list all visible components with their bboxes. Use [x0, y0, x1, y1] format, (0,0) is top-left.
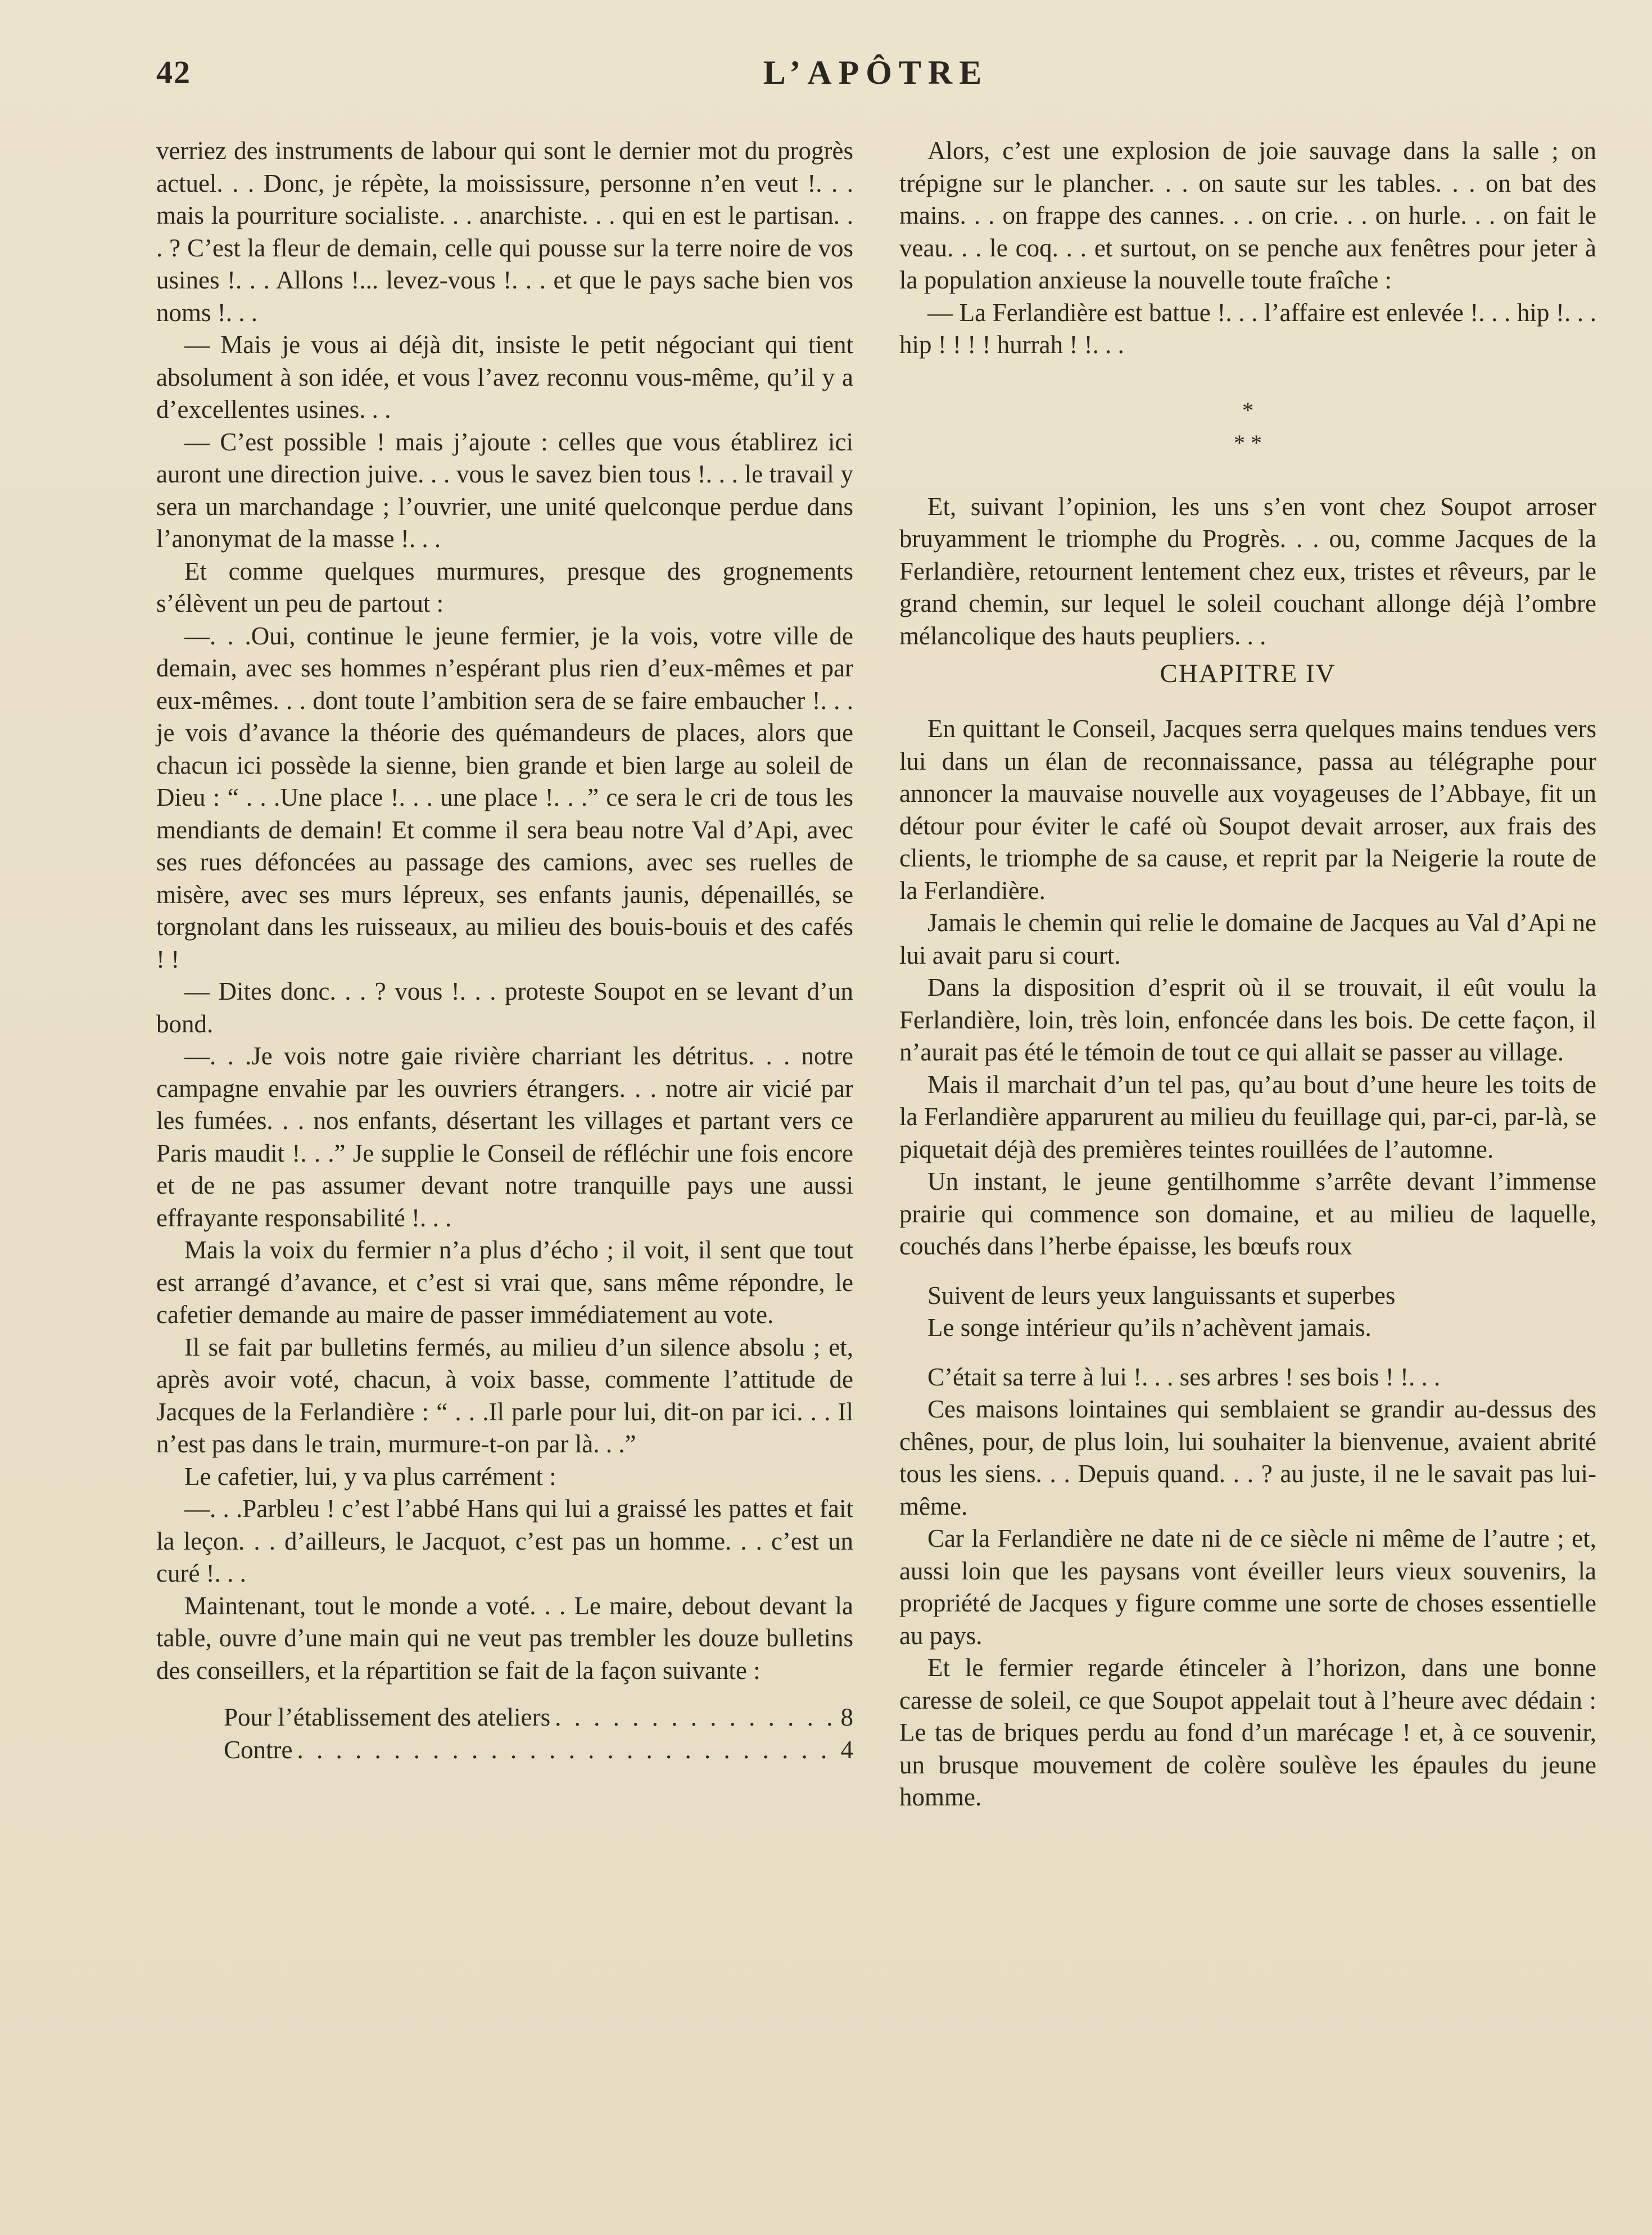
paragraph: En quittant le Conseil, Jacques serra quelques mains tendues vers lui dans un élan de reconnaissance, passa au télégraphe pour annoncer la mauvaise nouvelle aux voyageuses de l’Abbaye, fit un détour pour éviter le café où Soupot devait arroser, aux frais des clients, le triomphe de sa cause, et reprit par la Neigerie la route de la Ferlandière. [899, 715, 1596, 905]
dot-leader [550, 1701, 840, 1734]
verse-line: Le songe intérieur qu’ils n’achèvent jamais. [927, 1313, 1372, 1342]
asterism-line: * [1242, 397, 1253, 423]
running-title: L’APÔTRE [763, 54, 989, 91]
page-header [156, 53, 1595, 115]
tally-row-pour [224, 1701, 853, 1734]
left-column [156, 135, 853, 1766]
paragraph: — C’est possible ! mais j’ajoute : celles que vous établirez ici auront une direction juive. . . vous le savez bien tous !. . . le travail y sera un marchandage ; l’ouvrier, une unité quelconque perdue dans l’anonymat de la masse !. . . [156, 427, 853, 553]
paragraph: Jamais le chemin qui relie le domaine de Jacques au Val d’Api ne lui avait paru si court. [899, 909, 1596, 969]
dot-leader [292, 1734, 840, 1767]
chapter-title: CHAPITRE IV [1160, 659, 1336, 688]
right-column [899, 135, 1596, 1814]
page-number: 42 [156, 54, 191, 91]
paragraph: Il se fait par bulletins fermés, au milieu d’un silence absolu ; et, après avoir voté, chacun, à voix basse, commente l’attitude de Jacques de la Ferlandière : “ . . .Il parle pour lui, dit-on par ici. . . Il n’est pas dans le train, murmure-t-on par là. . .” [156, 1333, 853, 1458]
section-break [899, 394, 1596, 459]
paragraph: Mais il marchait d’un tel pas, qu’au bout d’une heure les toits de la Ferlandière apparurent au milieu du feuillage qui, par-ci, par-là, se piquetait déjà des premières teintes rouillées de l’automne. [899, 1070, 1596, 1163]
tally-row-contre [224, 1734, 853, 1767]
paragraph: Maintenant, tout le monde a voté. . . Le maire, debout devant la table, ouvre d’une main qui ne veut pas trembler les douze bulletins des conseillers, et la répartition se fait de la façon suivante : [156, 1591, 853, 1685]
vote-tally [156, 1701, 853, 1766]
verse-quote [927, 1280, 1596, 1344]
paragraph: —. . .Parbleu ! c’est l’abbé Hans qui lui a graissé les pattes et fait la leçon. . . d’ailleurs, le Jacquot, c’est pas un homme. . . c’est un curé !. . . [156, 1494, 853, 1587]
paragraph: — Dites donc. . . ? vous !. . . proteste Soupot en se levant d’un bond. [156, 977, 853, 1038]
paragraph: Et comme quelques murmures, presque des grognements s’élèvent un peu de partout : [156, 557, 853, 617]
paragraph: Alors, c’est une explosion de joie sauvage dans la salle ; on trépigne sur le plancher. . . on saute sur les tables. . . on bat des mains. . . on frappe des cannes. . . on crie. . . on hurle. . . on fait le veau. . . le coq. . . et surtout, on se penche aux fenêtres pour jeter à la population anxieuse la nouvelle toute fraîche : [899, 137, 1596, 294]
paragraph: —. . .Je vois notre gaie rivière charriant les détritus. . . notre campagne envahie par les ouvriers étrangers. . . notre air vicié par les fumées. . . nos enfants, désertant les villages et partant vers ce Paris maudit !. . .” Je supplie le Conseil de réfléchir une fois encore et de ne pas assumer devant notre tranquille pays une aussi effrayante responsabilité !. . . [156, 1042, 853, 1232]
paragraph: C’était sa terre à lui !. . . ses arbres ! ses bois ! !. . . [927, 1362, 1441, 1391]
paragraph: —. . .Oui, continue le jeune fermier, je la vois, votre ville de demain, avec ses hommes n’espérant plus rien d’eux-mêmes et par eux-mêmes. . . dont toute l’ambition sera de se faire embaucher !. . . je vois d’avance la théorie des quémandeurs de places, alors que chacun ici possède la sienne, bien grande et bien large au soleil de Dieu : “ . . .Une place !. . . une place !. . .” ce sera le cri de tous les mendiants de demain! Et comme il sera beau notre Val d’Api, avec ses rues défoncées au passage des camions, avec ses ruelles de misère, avec ses murs lépreux, ses enfants jaunis, dépenaillés, se torgnolant dans les ruisseaux, au milieu des bouis-bouis et des cafés ! ! [156, 621, 853, 973]
paragraph: Le cafetier, lui, y va plus carrément : [184, 1462, 556, 1491]
asterism-line: * * [1234, 430, 1262, 455]
paragraph: Ces maisons lointaines qui semblaient se grandir au-dessus des chênes, pour, de plus loin, lui souhaiter la bienvenue, avaient abrité tous les siens. . . Depuis quand. . . ? au juste, il ne le savait pas lui-même. [899, 1395, 1596, 1520]
paragraph: Mais la voix du fermier n’a plus d’écho ; il voit, il sent que tout est arrangé d’avance, et c’est si vrai que, sans même répondre, le cafetier demande au maire de passer immédiatement au vote. [156, 1236, 853, 1329]
paragraph: Car la Ferlandière ne date ni de ce siècle ni même de l’autre ; et, aussi loin que les paysans vont éveiller leurs vieux souvenirs, la propriété de Jacques y figure comme une sorte de choses essentielle au pays. [899, 1524, 1596, 1650]
paragraph: Et, suivant l’opinion, les uns s’en vont chez Soupot arroser bruyamment le triomphe du Progrès. . . ou, comme Jacques de la Ferlandière, retournent lentement chez eux, tristes et rêveurs, par le grand chemin, sur lequel le soleil couchant allonge déjà l’ombre mélancolique des hauts peupliers. . . [899, 492, 1596, 650]
tally-label: Pour l’établissement des ateliers [224, 1703, 551, 1731]
paragraph: Et le fermier regarde étinceler à l’horizon, dans une bonne caresse de soleil, ce que Soupot appelait tout à l’heure avec dédain : Le tas de briques perdu au fond d’un marécage ! et, à ce souvenir, un brusque mouvement de colère soulève les épaules du jeune homme. [899, 1654, 1596, 1811]
paragraph: — Mais je vous ai déjà dit, insiste le petit négociant qui tient absolument à son idée, et vous l’avez reconnu vous-même, qu’il y a d’excellentes usines. . . [156, 331, 853, 423]
tally-count: 8 [840, 1703, 853, 1731]
verse-line: Suivent de leurs yeux languissants et superbes [927, 1281, 1396, 1310]
paragraph: — La Ferlandière est battue !. . . l’affaire est enlevée !. . . hip !. . . hip ! ! ! ! hurrah ! !. . . [899, 298, 1596, 359]
tally-count: 4 [840, 1735, 853, 1764]
paragraph: Un instant, le jeune gentilhomme s’arrête devant l’immense prairie qui commence son domaine, et au milieu de laquelle, couchés dans l’herbe épaisse, les bœufs roux [899, 1167, 1596, 1260]
paragraph: verriez des instruments de labour qui sont le dernier mot du progrès actuel. . . Donc, je répète, la moississure, personne n’en veut !. . . mais la pourriture socialiste. . . anarchiste. . . qui en est le partisan. . . ? C’est la fleur de demain, celle qui pousse sur la terre noire de vos usines !. . . Allons !... levez-vous !. . . et que le pays sache bien vos noms !. . . [156, 137, 853, 327]
paragraph: Dans la disposition d’esprit où il se trouvait, il eût voulu la Ferlandière, loin, très loin, enfoncée dans les bois. De cette façon, il n’aurait pas été le témoin de tout ce qui allait se passer au village. [899, 973, 1596, 1066]
tally-label: Contre [224, 1735, 293, 1764]
